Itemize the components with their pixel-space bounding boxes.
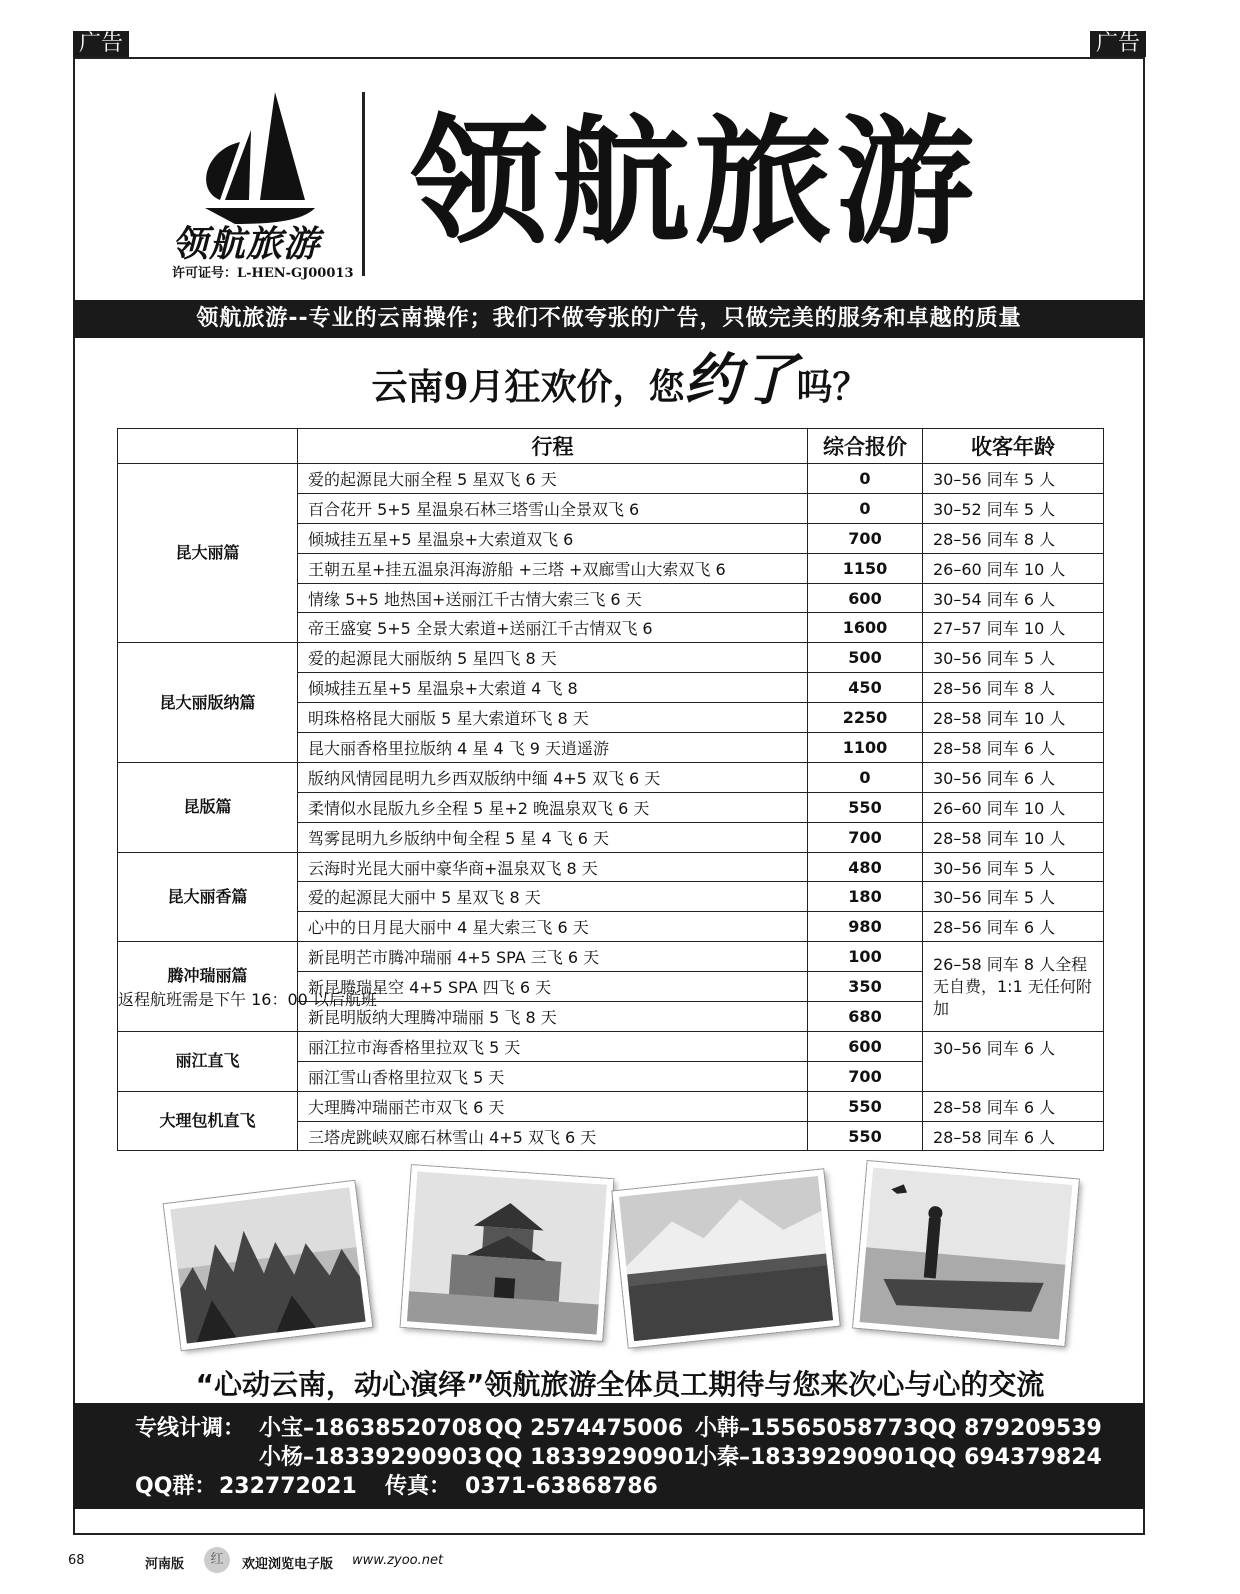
route-cell: 丽江雪山香格里拉双飞 5 天 — [298, 1061, 808, 1091]
ad-tag-right: 广告 — [1090, 31, 1146, 57]
age-cell: 28–56 同车 6 人 — [923, 912, 1104, 942]
contact-3: 小杨–18339290903 — [259, 1445, 483, 1470]
category-cell — [118, 464, 298, 643]
age-cell: 30–56 同车 5 人 — [923, 882, 1104, 912]
category-cell — [118, 1031, 298, 1091]
age-cell: 27–57 同车 10 人 — [923, 613, 1104, 643]
lake-boat-photo — [853, 1161, 1079, 1346]
brand-title: 领航旅游 — [410, 102, 979, 263]
snow-mountain-photo — [612, 1169, 839, 1347]
price-cell: 680 — [808, 1002, 923, 1032]
headline-part1: 云南9月狂欢价，您 — [371, 366, 685, 408]
category-cell — [118, 852, 298, 942]
headline — [0, 347, 1240, 417]
ad-tag-left: 广告 — [73, 31, 129, 57]
age-cell: 28–58 同车 6 人 — [923, 733, 1104, 763]
price-cell: 100 — [808, 942, 923, 972]
age-cell: 30–56 同车 6 人 — [923, 762, 1104, 792]
category-name: 腾冲瑞丽篇 — [167, 965, 248, 985]
table-row — [118, 1091, 1104, 1121]
qq-3: QQ 18339290901 — [485, 1445, 699, 1470]
age-cell: 28–58 同车 6 人 — [923, 1121, 1104, 1151]
category-name: 昆大丽版纳篇 — [159, 692, 256, 712]
age-cell: 28–58 同车 6 人 — [923, 1091, 1104, 1121]
route-cell: 百合花开 5+5 星温泉石林三塔雪山全景双飞 6 — [298, 493, 808, 523]
header-cell: 收客年龄 — [923, 429, 1104, 464]
age-cell: 28–58 同车 10 人 — [923, 703, 1104, 733]
age-cell: 26–60 同车 10 人 — [923, 792, 1104, 822]
route-cell: 倾城挂五星+5 星温泉+大索道 4 飞 8 — [298, 673, 808, 703]
qq-group-label: QQ群： — [135, 1474, 217, 1499]
table-row — [118, 762, 1104, 792]
price-cell: 1100 — [808, 733, 923, 763]
price-cell: 350 — [808, 972, 923, 1002]
page-number: 68 — [68, 1553, 85, 1568]
table-header-row — [118, 429, 1104, 464]
stone-forest-photo — [164, 1181, 372, 1350]
route-cell: 昆大丽香格里拉版纳 4 星 4 飞 9 天逍遥游 — [298, 733, 808, 763]
price-cell: 480 — [808, 852, 923, 882]
price-cell: 600 — [808, 1031, 923, 1061]
age-cell: 30–56 同车 5 人 — [923, 464, 1104, 494]
price-cell: 700 — [808, 523, 923, 553]
route-cell: 爱的起源昆大丽中 5 星双飞 8 天 — [298, 882, 808, 912]
ancient-city-gate-photo — [401, 1165, 614, 1341]
itinerary-table — [117, 428, 1104, 1151]
qq-1: QQ 2574475006 — [485, 1416, 684, 1441]
edition-label: 河南版 — [145, 1557, 185, 1572]
route-cell: 驾雾昆明九乡版纳中甸全程 5 星 4 飞 6 天 — [298, 822, 808, 852]
route-cell: 帝王盛宴 5+5 全景大索道+送丽江千古情双飞 6 — [298, 613, 808, 643]
contact-4: 小秦–18339290901 — [695, 1445, 919, 1470]
price-cell: 0 — [808, 493, 923, 523]
price-cell: 500 — [808, 643, 923, 673]
license-number: 许可证号：L-HEN-GJ00013 — [172, 266, 354, 281]
table-row — [118, 852, 1104, 882]
contact-2: 小韩–15565058773 — [695, 1416, 919, 1441]
category-cell — [118, 643, 298, 763]
age-cell: 30–56 同车 6 人 — [923, 1031, 1104, 1091]
category-name: 昆大丽香篇 — [167, 886, 248, 906]
slogan-bar: 领航旅游--专业的云南操作；我们不做夸张的广告，只做完美的服务和卓越的质量 — [73, 300, 1145, 338]
price-cell: 980 — [808, 912, 923, 942]
route-cell: 新昆明版纳大理腾冲瑞丽 5 飞 8 天 — [298, 1002, 808, 1032]
welcome-text: 欢迎浏览电子版 — [242, 1557, 334, 1572]
price-cell: 550 — [808, 792, 923, 822]
table-row — [118, 942, 1104, 972]
header-cell: 综合报价 — [808, 429, 923, 464]
price-cell: 700 — [808, 1061, 923, 1091]
edition-stamp-icon: 红 — [204, 1547, 230, 1573]
contact-1: 小宝–18638520708 — [259, 1416, 483, 1441]
table-row — [118, 1031, 1104, 1061]
category-name: 昆版篇 — [183, 797, 232, 817]
route-cell: 丽江拉市海香格里拉双飞 5 天 — [298, 1031, 808, 1061]
logo-text: 领航旅游 — [172, 223, 321, 265]
table-row — [118, 464, 1104, 494]
contact-bar — [73, 1403, 1145, 1509]
category-name: 丽江直飞 — [175, 1051, 240, 1071]
contact-label: 专线计调： — [135, 1416, 246, 1441]
category-note: 返程航班需是下午 16：00 以后航班 — [118, 989, 377, 1009]
price-cell: 450 — [808, 673, 923, 703]
route-cell: 倾城挂五星+5 星温泉+大索道双飞 6 — [298, 523, 808, 553]
price-cell: 550 — [808, 1121, 923, 1151]
category-name: 大理包机直飞 — [159, 1111, 256, 1131]
price-cell: 1600 — [808, 613, 923, 643]
route-cell: 云海时光昆大丽中豪华商+温泉双飞 8 天 — [298, 852, 808, 882]
age-cell: 28–58 同车 10 人 — [923, 822, 1104, 852]
route-cell: 爱的起源昆大丽版纳 5 星四飞 8 天 — [298, 643, 808, 673]
age-cell: 28–56 同车 8 人 — [923, 523, 1104, 553]
age-cell: 26–58 同车 8 人全程无自费，1:1 无任何附加 — [923, 942, 1104, 1032]
route-cell: 柔情似水昆版九乡全程 5 星+2 晚温泉双飞 6 天 — [298, 792, 808, 822]
route-cell: 新昆腾瑞星空 4+5 SPA 四飞 6 天 — [298, 972, 808, 1002]
qq-4: QQ 694379824 — [919, 1445, 1102, 1470]
footer-slogan: “心动云南，动心演绎”领航旅游全体员工期待与您来次心与心的交流 — [195, 1368, 1045, 1401]
category-cell — [118, 1091, 298, 1151]
price-cell: 550 — [808, 1091, 923, 1121]
price-cell: 180 — [808, 882, 923, 912]
fax-label: 传真： — [385, 1474, 452, 1499]
age-cell: 30–56 同车 5 人 — [923, 643, 1104, 673]
price-cell: 0 — [808, 762, 923, 792]
price-cell: 0 — [808, 464, 923, 494]
table-row — [118, 643, 1104, 673]
header-cell: 行程 — [298, 429, 808, 464]
price-cell: 1150 — [808, 553, 923, 583]
qq-2: QQ 879209539 — [919, 1416, 1102, 1441]
age-cell: 30–52 同车 5 人 — [923, 493, 1104, 523]
age-cell: 26–60 同车 10 人 — [923, 553, 1104, 583]
route-cell: 情缘 5+5 地热国+送丽江千古情大索三飞 6 天 — [298, 583, 808, 613]
route-cell: 大理腾冲瑞丽芒市双飞 6 天 — [298, 1091, 808, 1121]
category-name: 昆大丽篇 — [175, 543, 240, 563]
fax-number: 0371-63868786 — [465, 1474, 658, 1499]
category-cell — [118, 942, 377, 1032]
age-cell: 30–54 同车 6 人 — [923, 583, 1104, 613]
price-cell: 2250 — [808, 703, 923, 733]
price-cell: 700 — [808, 822, 923, 852]
category-cell — [118, 762, 298, 852]
route-cell: 版纳风情园昆明九乡西双版纳中缅 4+5 双飞 6 天 — [298, 762, 808, 792]
headline-part2: 吗？ — [796, 366, 869, 408]
route-cell: 王朝五星+挂五温泉洱海游船 +三塔 +双廊雪山大索双飞 6 — [298, 553, 808, 583]
route-cell: 新昆明芒市腾冲瑞丽 4+5 SPA 三飞 6 天 — [298, 942, 808, 972]
header-blank — [118, 429, 298, 464]
qq-group: 232772021 — [219, 1474, 357, 1499]
age-cell: 28–56 同车 8 人 — [923, 673, 1104, 703]
headline-accent: 约了 — [684, 347, 797, 413]
photo-strip — [160, 1160, 1080, 1360]
route-cell: 三塔虎跳峡双廊石林雪山 4+5 双飞 6 天 — [298, 1121, 808, 1151]
route-cell: 心中的日月昆大丽中 4 星大索三飞 6 天 — [298, 912, 808, 942]
website-link[interactable]: www.zyoo.net — [352, 1553, 444, 1568]
route-cell: 爱的起源昆大丽全程 5 星双飞 6 天 — [298, 464, 808, 494]
age-cell: 30–56 同车 5 人 — [923, 852, 1104, 882]
price-cell: 600 — [808, 583, 923, 613]
divider — [362, 92, 365, 276]
route-cell: 明珠格格昆大丽版 5 星大索道环飞 8 天 — [298, 703, 808, 733]
